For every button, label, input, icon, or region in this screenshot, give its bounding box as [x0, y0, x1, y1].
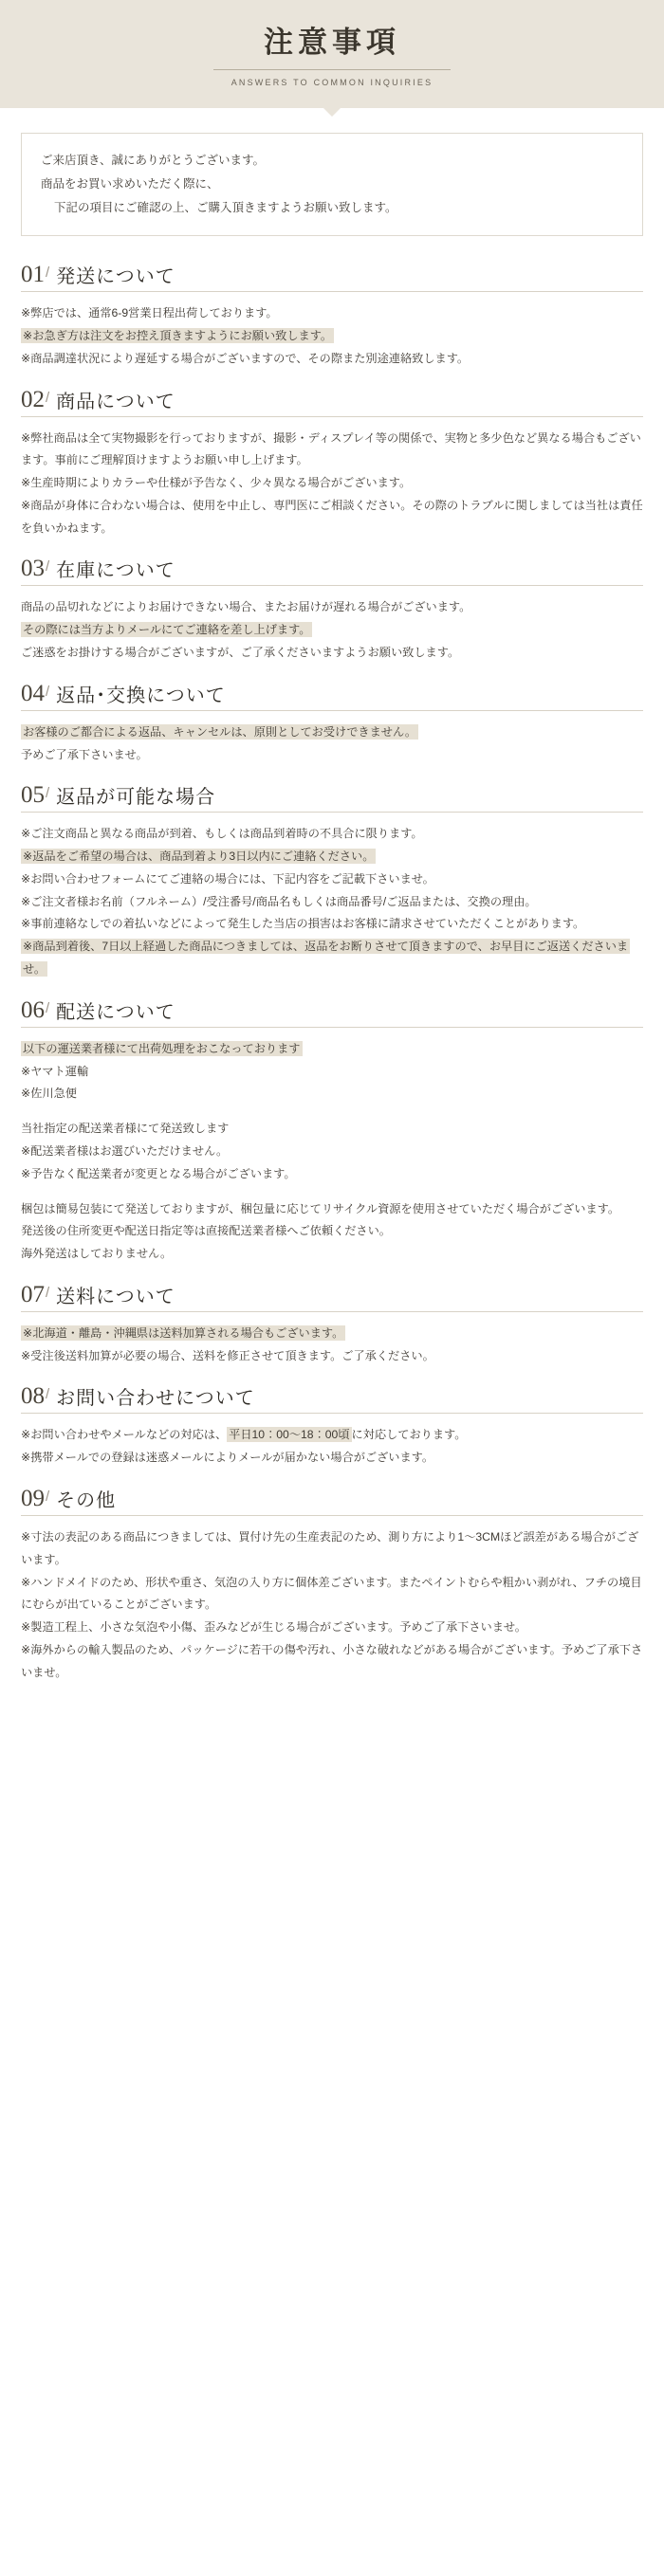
section-title: 返品が可能な場合 [56, 787, 216, 809]
section-title: お問い合わせについて [56, 1388, 255, 1410]
body-line: 予めご了承下さいませ。 [21, 747, 148, 761]
paragraph-gap [21, 1105, 643, 1118]
section-slash: / [46, 558, 50, 575]
section-04 [21, 665, 643, 767]
body-line: ※海外からの輸入製品のため、パッケージに若干の傷や汚れ、小さな破れなどがある場合がございます。予めご了承下さいませ。 [21, 1642, 643, 1679]
section-slash: / [46, 999, 50, 1016]
bottom-spacer [0, 1684, 664, 1712]
section-body [21, 596, 643, 664]
section-slash: / [46, 1488, 50, 1505]
body-line: ※佐川急便 [21, 1087, 77, 1101]
section-body [21, 302, 643, 370]
body-line: 商品の品切れなどによりお届けできない場合、またお届けが遅れる場合がございます。 [21, 600, 471, 614]
body-text-segment: ※お問い合わせやメールなどの対応は、 [21, 1428, 228, 1442]
section-number: 06 [21, 996, 45, 1023]
body-line [21, 722, 643, 744]
section-title: 送料について [56, 1286, 175, 1307]
body-line [21, 846, 643, 868]
section-heading [21, 682, 643, 711]
section-05 [21, 766, 643, 980]
body-line: ※お問い合わせフォームにてご連絡の場合には、下記内容をご記載下さいませ。 [21, 871, 434, 886]
highlighted-text: 以下の運送業者様にて出荷処理をおこなっております [23, 1041, 301, 1055]
section-08 [21, 1367, 643, 1470]
section-number: 09 [21, 1485, 45, 1511]
section-body [21, 428, 643, 540]
intro-line-2: 商品をお買い求めいただく際に、 [41, 177, 219, 192]
section-body [21, 722, 643, 767]
body-line: ※生産時期によりカラーや仕様が予告なく、少々異なる場合がございます。 [21, 476, 412, 490]
body-line: ※寸法の表記のある商品につきましては、買付け先の生産表記のため、測り方により1～3CMほど誤差がある場合がございます。 [21, 1529, 639, 1566]
highlighted-text: ※北海道・離島・沖縄県は送料加算される場合もございます。 [23, 1325, 344, 1340]
paragraph-gap [21, 1186, 643, 1198]
section-body [21, 823, 643, 980]
body-line: ※商品が身体に合わない場合は、使用を中止し、専門医にご相談ください。その際のトラブルに関しましては当社は責任を負いかねます。 [21, 498, 643, 535]
section-number: 04 [21, 680, 45, 706]
section-number: 07 [21, 1281, 45, 1307]
body-line [21, 619, 643, 642]
body-line: ※商品調達状況により遅延する場合がございますので、その際また別途連絡致します。 [21, 351, 470, 365]
section-slash: / [46, 265, 50, 282]
body-line: ※弊社商品は全て実物撮影を行っておりますが、撮影・ディスプレイ等の関係で、実物と多少色など異なる場合もございます。事前にご理解頂けますようお願い申し上げます。 [21, 430, 641, 467]
section-heading [21, 998, 643, 1028]
section-slash: / [46, 1284, 50, 1301]
page-header [0, 0, 664, 108]
section-title: その他 [56, 1489, 117, 1511]
page-subtitle: ANSWERS TO COMMON INQUIRIES [231, 78, 433, 88]
section-heading [21, 557, 643, 586]
intro-line-1: ご来店頂き、誠にありがとうございます。 [41, 154, 266, 168]
section-number: 08 [21, 1383, 45, 1410]
section-07 [21, 1266, 643, 1368]
section-slash: / [46, 1386, 50, 1403]
section-01 [21, 246, 643, 370]
section-02 [21, 371, 643, 540]
body-line: 海外発送はしておりません。 [21, 1247, 173, 1261]
page-title: 注意事項 [264, 26, 400, 59]
body-text-segment: に対応しております。 [351, 1428, 467, 1442]
section-heading [21, 1384, 643, 1414]
section-title: 商品について [56, 391, 175, 412]
section-number: 05 [21, 782, 45, 809]
body-line: ※ヤマト運輸 [21, 1064, 89, 1078]
body-line: ※ご注文者様お名前（フルネーム）/受注番号/商品名もしくは商品番号/ご返品または、交換の理由。 [21, 894, 537, 908]
body-line: ※ハンドメイドのため、形状や重さ、気泡の入り方に個体差ございます。またペイントむらや粗かい剥がれ、フチの境目にむらが出ていることがございます。 [21, 1575, 642, 1612]
section-number: 03 [21, 556, 45, 582]
body-line: ※携帯メールでの登録は迷惑メールによりメールが届かない場合がございます。 [21, 1451, 434, 1465]
section-heading [21, 388, 643, 417]
highlighted-text: 平日10：00～18：00頃 [229, 1428, 350, 1442]
section-heading [21, 1487, 643, 1516]
section-slash: / [46, 389, 50, 406]
section-title: 返品･交換について [56, 685, 226, 706]
highlighted-text: ※お急ぎ方は注文をお控え頂きますようにお願い致します。 [23, 328, 333, 342]
highlighted-text: その際には当方よりメールにてご連絡を差し上げます。 [23, 623, 311, 637]
section-title: 在庫について [56, 560, 175, 582]
body-line: ※配送業者様はお選びいただけません。 [21, 1143, 229, 1158]
section-heading [21, 783, 643, 813]
section-06 [21, 981, 643, 1266]
arrow-down-icon [323, 107, 341, 117]
section-slash: / [46, 683, 50, 700]
body-line [21, 1038, 643, 1061]
section-title: 配送について [56, 1001, 175, 1023]
section-03 [21, 539, 643, 664]
section-slash: / [46, 785, 50, 802]
body-line: ※ご注文商品と異なる商品が到着、もしくは商品到着時の不具合に限ります。 [21, 827, 423, 841]
section-body [21, 1424, 643, 1470]
intro-line-3: 下記の項目にご確認の上、ご購入頂きますようお願い致します。 [54, 201, 397, 215]
sections-container [0, 246, 664, 1684]
body-line: ご迷惑をお掛けする場合がございますが、ご了承くださいますようお願い致します。 [21, 646, 460, 659]
highlighted-text: お客様のご都合による返品、キャンセルは、原則としてお受けできません。 [23, 724, 417, 739]
intro-box [21, 133, 643, 236]
body-line: 発送後の住所変更や配送日指定等は直接配送業者様へご依頼ください。 [21, 1224, 391, 1238]
body-line: ※製造工程上、小さな気泡や小傷、歪みなどが生じる場合がございます。予めご了承下さいませ。 [21, 1620, 526, 1635]
section-heading [21, 1283, 643, 1312]
body-line: 当社指定の配送業者様にて発送致します [21, 1122, 230, 1136]
section-number: 02 [21, 386, 45, 412]
body-line: ※弊店では、通常6-9営業日程出荷しております。 [21, 306, 278, 320]
body-line: 梱包は簡易包装にて発送しておりますが、梱包量に応じてリサイクル資源を使用させていただく場合がございます。 [21, 1201, 620, 1215]
body-line: ※事前連絡なしでの着払いなどによって発生した当店の損害はお客様に請求させていただくことがあります。 [21, 917, 585, 931]
highlighted-text: ※返品をご希望の場合は、商品到着より3日以内にご連絡ください。 [23, 850, 375, 864]
body-line [21, 936, 643, 981]
header-divider [213, 69, 451, 70]
body-line: ※予告なく配送業者が変更となる場合がございます。 [21, 1166, 296, 1180]
section-number: 01 [21, 262, 45, 288]
section-title: 発送について [56, 266, 175, 288]
section-body [21, 1038, 643, 1266]
body-line: ※受注後送料加算が必要の場合、送料を修正させて頂きます。ご了承ください。 [21, 1348, 434, 1362]
highlighted-text: ※商品到着後、7日以上経過した商品につきましては、返品をお断りさせて頂きますので、お早目にご返送くださいませ。 [23, 940, 629, 977]
body-line [21, 1424, 643, 1447]
section-body [21, 1323, 643, 1368]
section-body [21, 1526, 643, 1684]
section-09 [21, 1470, 643, 1684]
body-line [21, 1323, 643, 1345]
body-line [21, 325, 643, 348]
section-heading [21, 263, 643, 292]
